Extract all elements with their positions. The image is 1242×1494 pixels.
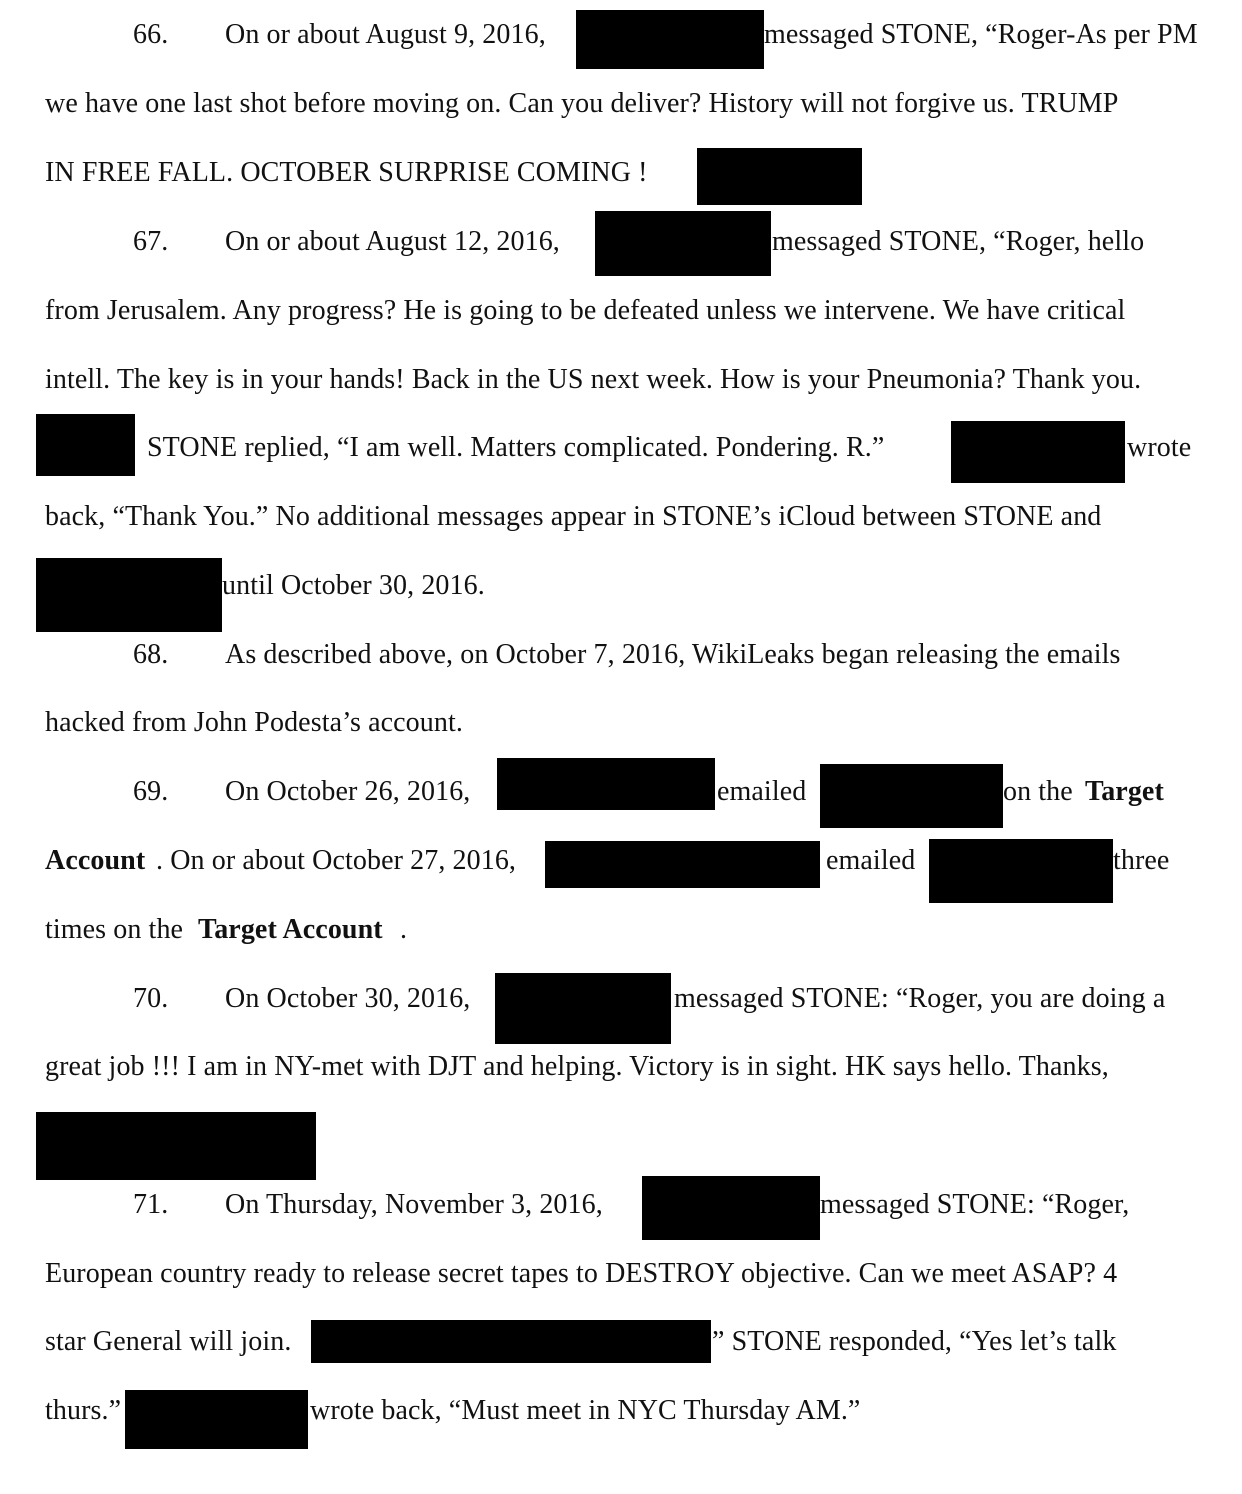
paragraph-text: intell. The key is in your hands! Back in the US next week. How is your Pneumonia? Thank you. <box>45 364 1142 395</box>
paragraph-text: times on the <box>45 914 184 945</box>
bold-term: Account <box>45 845 146 876</box>
paragraph-number: 68. <box>133 639 169 670</box>
paragraph-text: messaged STONE, “Roger, hello <box>772 226 1145 257</box>
paragraph-text: European country ready to release secret tapes to DESTROY objective. Can we meet ASAP? 4 <box>45 1258 1118 1289</box>
paragraph-number: 71. <box>133 1189 169 1220</box>
redaction-box <box>36 1112 316 1180</box>
paragraph-text: back, “Thank You.” No additional messages appear in STONE’s iCloud between STONE and <box>45 501 1102 532</box>
paragraph-text: . On or about October 27, 2016, <box>156 845 517 876</box>
redaction-box <box>595 211 771 276</box>
paragraph-text: on the <box>1003 776 1073 807</box>
paragraph-text: On October 30, 2016, <box>225 983 471 1014</box>
redaction-box <box>545 841 820 888</box>
paragraph-number: 66. <box>133 19 169 50</box>
paragraph-text: great job !!! I am in NY-met with DJT and helping. Victory is in sight. HK says hello. Thanks, <box>45 1051 1109 1082</box>
paragraph-text: On or about August 12, 2016, <box>225 226 560 257</box>
paragraph-text: thurs.” <box>45 1395 122 1426</box>
paragraph-text: until October 30, 2016. <box>222 570 485 601</box>
paragraph-text: emailed <box>717 776 807 807</box>
paragraph-text: ” STONE responded, “Yes let’s talk <box>712 1326 1117 1357</box>
redaction-box <box>929 839 1113 903</box>
bold-term: Target <box>1085 776 1164 807</box>
paragraph-text: On Thursday, November 3, 2016, <box>225 1189 603 1220</box>
redaction-box <box>497 758 715 810</box>
redaction-box <box>642 1176 820 1240</box>
paragraph-text: IN FREE FALL. OCTOBER SURPRISE COMING ! <box>45 157 648 188</box>
redaction-box <box>495 973 671 1044</box>
redaction-box <box>697 148 862 205</box>
paragraph-text: messaged STONE, “Roger-As per PM <box>764 19 1198 50</box>
redaction-box <box>36 414 135 476</box>
paragraph-text: star General will join. <box>45 1326 292 1357</box>
paragraph-text: As described above, on October 7, 2016, WikiLeaks began releasing the emails <box>225 639 1121 670</box>
paragraph-number: 70. <box>133 983 169 1014</box>
paragraph-text: On or about August 9, 2016, <box>225 19 546 50</box>
paragraph-text: . <box>400 914 408 945</box>
paragraph-text: from Jerusalem. Any progress? He is going to be defeated unless we intervene. We have critical <box>45 295 1126 326</box>
paragraph-text: three <box>1113 845 1170 876</box>
redaction-box <box>125 1390 308 1449</box>
redaction-box <box>36 558 222 632</box>
redaction-box <box>576 10 764 69</box>
redaction-box <box>820 764 1003 828</box>
redaction-box <box>311 1320 711 1363</box>
bold-term: Target Account <box>198 914 383 945</box>
paragraph-text: On October 26, 2016, <box>225 776 471 807</box>
paragraph-text: STONE replied, “I am well. Matters complicated. Pondering. R.” <box>147 432 885 463</box>
redaction-box <box>951 421 1125 483</box>
paragraph-text: wrote back, “Must meet in NYC Thursday AM.” <box>310 1395 861 1426</box>
paragraph-text: messaged STONE: “Roger, <box>820 1189 1130 1220</box>
paragraph-text: hacked from John Podesta’s account. <box>45 707 463 738</box>
paragraph-text: messaged STONE: “Roger, you are doing a <box>674 983 1166 1014</box>
paragraph-text: wrote <box>1127 432 1192 463</box>
paragraph-text: emailed <box>826 845 916 876</box>
paragraph-number: 67. <box>133 226 169 257</box>
paragraph-number: 69. <box>133 776 169 807</box>
paragraph-text: we have one last shot before moving on. Can you deliver? History will not forgive us. TRUMP <box>45 88 1119 119</box>
